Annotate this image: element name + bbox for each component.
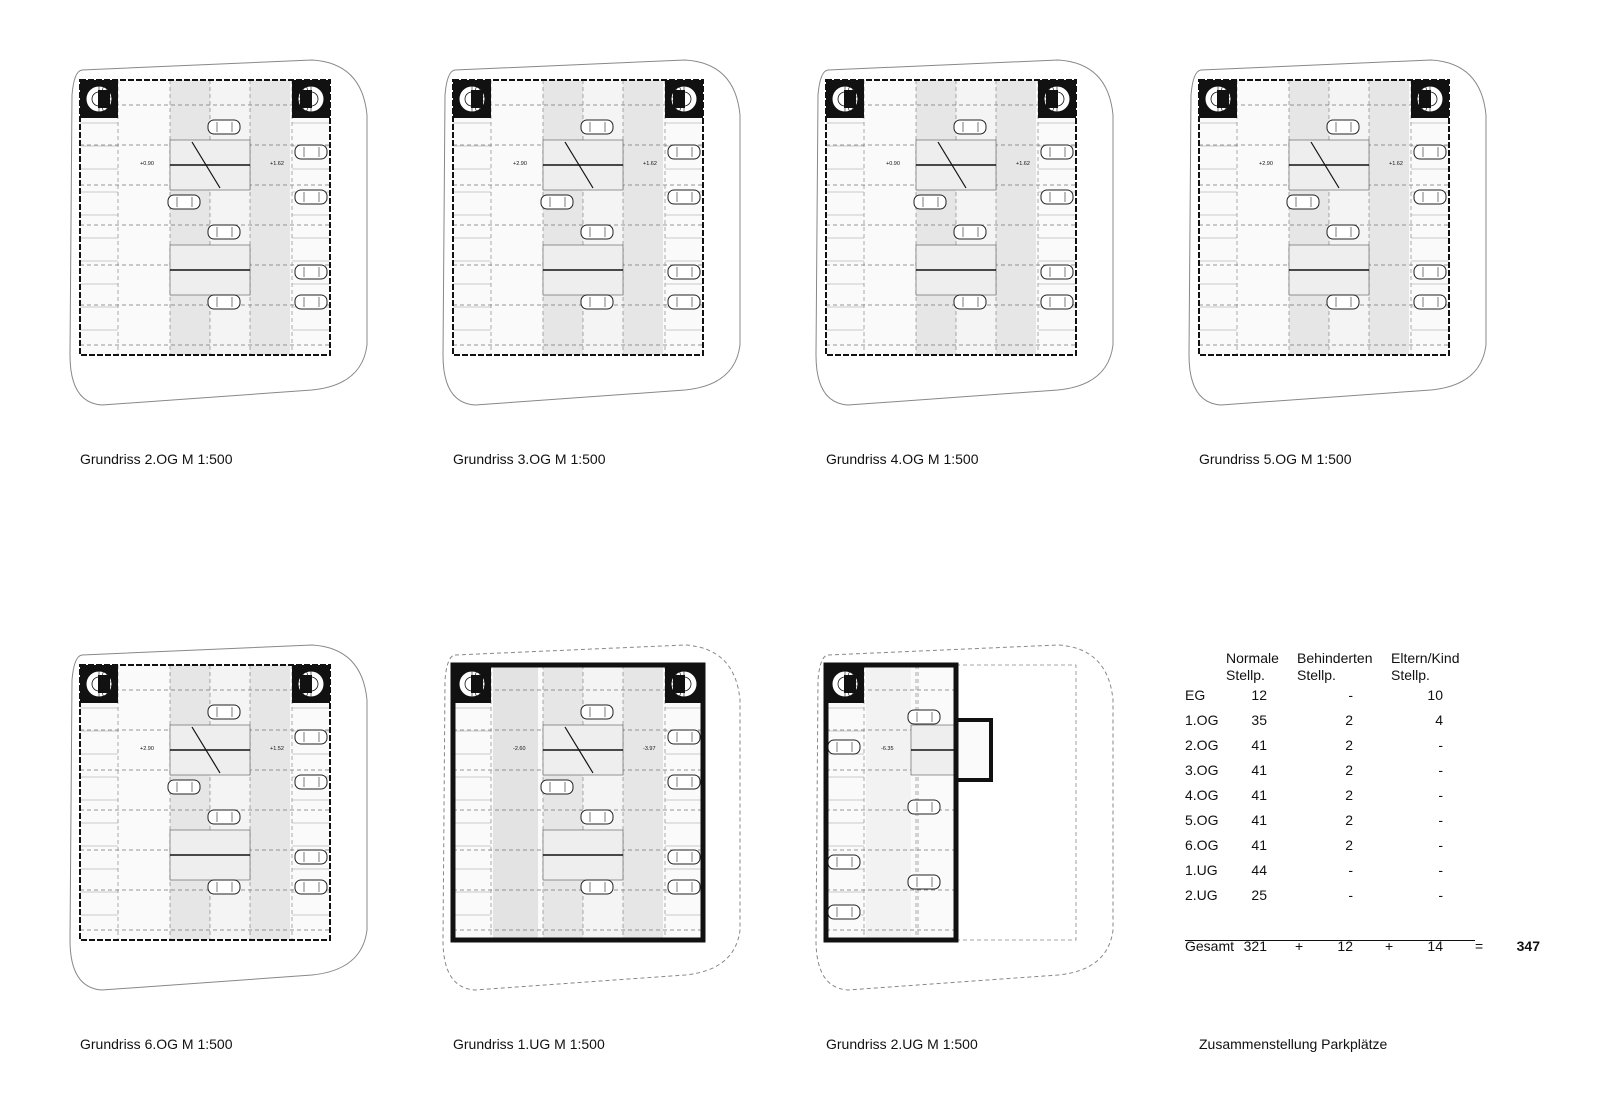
car-icon	[954, 225, 986, 239]
stair-landing	[673, 675, 685, 693]
cell-behinderten: 2	[1345, 787, 1353, 803]
car-icon	[1041, 295, 1073, 309]
level-annotation: -3.97	[643, 746, 656, 752]
car-icon	[1327, 120, 1359, 134]
plan-caption: Grundriss 3.OG M 1:500	[453, 451, 606, 467]
cell-behinderten: -	[1348, 887, 1353, 903]
cell-normal: 41	[1251, 812, 1267, 828]
car-icon	[295, 880, 327, 894]
plan-caption: Grundriss 6.OG M 1:500	[80, 1036, 233, 1052]
header-line: Stellp.	[1226, 667, 1265, 683]
stair-landing	[300, 675, 312, 693]
grand-total: 347	[1516, 938, 1540, 954]
car-icon	[668, 730, 700, 744]
car-icon	[581, 225, 613, 239]
level-annotation: +1.62	[270, 161, 284, 167]
total-label: Gesamt	[1185, 938, 1235, 954]
table-caption: Zusammenstellung Parkplätze	[1199, 1036, 1388, 1052]
header-behinderten	[1297, 650, 1373, 684]
aisle	[623, 665, 663, 940]
cell-normal: 41	[1251, 787, 1267, 803]
stair-landing	[98, 675, 110, 693]
aisle	[1369, 80, 1409, 355]
cell-eltern: -	[1438, 837, 1443, 853]
table-row	[1185, 687, 1485, 707]
stair-landing	[1217, 90, 1229, 108]
car-icon	[295, 190, 327, 204]
table-row	[1185, 737, 1485, 757]
stair-landing	[1419, 90, 1431, 108]
car-icon	[1287, 195, 1319, 209]
cell-eltern: -	[1438, 787, 1443, 803]
car-icon	[541, 780, 573, 794]
floor-plan-drawing	[435, 55, 745, 415]
aisle	[543, 80, 583, 355]
total-row	[1185, 938, 1585, 958]
floor-plan-3og	[435, 55, 745, 415]
car-icon	[1414, 295, 1446, 309]
row-label: 6.OG	[1185, 837, 1219, 853]
level-annotation: +1.62	[1016, 161, 1030, 167]
level-annotation: +2.90	[513, 161, 527, 167]
header-line: Eltern/Kind	[1391, 650, 1460, 666]
car-icon	[295, 775, 327, 789]
row-label: 5.OG	[1185, 812, 1219, 828]
header-line: Normale	[1226, 650, 1279, 666]
floor-plan-2ug	[808, 640, 1118, 1000]
floor-plan-drawing	[808, 640, 1118, 1000]
car-icon	[581, 120, 613, 134]
level-annotation: -6.35	[881, 746, 894, 752]
table-row	[1185, 712, 1485, 732]
car-icon	[208, 120, 240, 134]
car-icon	[954, 120, 986, 134]
car-icon	[208, 225, 240, 239]
row-label: EG	[1185, 687, 1206, 703]
stair-landing	[471, 675, 483, 693]
row-label: 1.UG	[1185, 862, 1218, 878]
car-icon	[668, 775, 700, 789]
cell-behinderten: 2	[1345, 837, 1353, 853]
plan-caption: Grundriss 5.OG M 1:500	[1199, 451, 1352, 467]
car-icon	[828, 855, 860, 869]
aisle	[623, 80, 663, 355]
car-icon	[1327, 295, 1359, 309]
plan-caption: Grundriss 2.UG M 1:500	[826, 1036, 978, 1052]
plus-sign: +	[1295, 938, 1304, 954]
car-icon	[668, 265, 700, 279]
car-icon	[295, 265, 327, 279]
floor-plan-4og	[808, 55, 1118, 415]
car-icon	[581, 295, 613, 309]
level-annotation: +1.62	[1389, 161, 1403, 167]
stair-landing	[471, 90, 483, 108]
car-icon	[668, 850, 700, 864]
cell-normal: 35	[1251, 712, 1267, 728]
stair-landing	[98, 90, 110, 108]
car-icon	[1327, 225, 1359, 239]
car-icon	[1414, 145, 1446, 159]
cell-eltern: -	[1438, 812, 1443, 828]
stair-landing	[300, 90, 312, 108]
car-icon	[1414, 190, 1446, 204]
header-normal	[1226, 650, 1279, 684]
car-icon	[668, 880, 700, 894]
equals-sign: =	[1475, 938, 1484, 954]
car-icon	[208, 810, 240, 824]
floor-plan-2og	[62, 55, 372, 415]
plan-caption: Grundriss 1.UG M 1:500	[453, 1036, 605, 1052]
stair-landing	[1046, 90, 1058, 108]
table-row	[1185, 862, 1485, 882]
total-eltern: 14	[1427, 938, 1443, 954]
floor-plan-drawing	[435, 640, 745, 1000]
cell-behinderten: -	[1348, 687, 1353, 703]
total-behinderten: 12	[1337, 938, 1353, 954]
car-icon	[581, 880, 613, 894]
table-row	[1185, 887, 1485, 907]
row-label: 1.OG	[1185, 712, 1219, 728]
cell-behinderten: 2	[1345, 762, 1353, 778]
car-icon	[1041, 265, 1073, 279]
level-annotation: +1.52	[270, 746, 284, 752]
aisle	[170, 665, 210, 940]
aisle	[916, 80, 956, 355]
cell-eltern: -	[1438, 762, 1443, 778]
car-icon	[668, 190, 700, 204]
car-icon	[295, 850, 327, 864]
row-label: 2.OG	[1185, 737, 1219, 753]
car-icon	[295, 145, 327, 159]
level-annotation: -2.60	[513, 746, 526, 752]
table-row	[1185, 787, 1485, 807]
cell-normal: 25	[1251, 887, 1267, 903]
car-icon	[668, 295, 700, 309]
cell-eltern: 4	[1435, 712, 1443, 728]
aisle	[493, 665, 538, 940]
car-icon	[295, 295, 327, 309]
aisle	[866, 665, 911, 940]
aisle	[1289, 80, 1329, 355]
aisle	[250, 665, 290, 940]
stair-landing	[673, 90, 685, 108]
level-annotation: +1.62	[643, 161, 657, 167]
table-row	[1185, 762, 1485, 782]
car-icon	[668, 145, 700, 159]
aisle	[170, 80, 210, 355]
car-icon	[208, 295, 240, 309]
car-icon	[208, 880, 240, 894]
ramp-bay	[956, 720, 991, 780]
car-icon	[908, 710, 940, 724]
car-icon	[828, 740, 860, 754]
floor-plan-6og	[62, 640, 372, 1000]
car-icon	[581, 810, 613, 824]
cell-normal: 41	[1251, 762, 1267, 778]
row-label: 3.OG	[1185, 762, 1219, 778]
plan-caption: Grundriss 2.OG M 1:500	[80, 451, 233, 467]
stair-landing	[844, 675, 856, 693]
car-icon	[908, 875, 940, 889]
level-annotation: +2.90	[140, 746, 154, 752]
parking-summary-table	[1185, 650, 1585, 980]
car-icon	[208, 705, 240, 719]
car-icon	[541, 195, 573, 209]
cell-normal: 41	[1251, 737, 1267, 753]
car-icon	[1041, 145, 1073, 159]
car-icon	[1414, 265, 1446, 279]
table-row	[1185, 812, 1485, 832]
level-annotation: +0.90	[886, 161, 900, 167]
car-icon	[908, 800, 940, 814]
plus-sign: +	[1385, 938, 1394, 954]
floor-plan-1ug	[435, 640, 745, 1000]
aisle	[250, 80, 290, 355]
total-normal: 321	[1243, 938, 1267, 954]
car-icon	[914, 195, 946, 209]
cell-normal: 44	[1251, 862, 1267, 878]
cell-eltern: 10	[1427, 687, 1443, 703]
level-annotation: +2.90	[1259, 161, 1273, 167]
cell-normal: 41	[1251, 837, 1267, 853]
row-label: 2.UG	[1185, 887, 1218, 903]
header-line: Behinderten	[1297, 650, 1373, 666]
cell-eltern: -	[1438, 862, 1443, 878]
car-icon	[168, 780, 200, 794]
car-icon	[954, 295, 986, 309]
car-icon	[168, 195, 200, 209]
cell-eltern: -	[1438, 737, 1443, 753]
cell-normal: 12	[1251, 687, 1267, 703]
cell-eltern: -	[1438, 887, 1443, 903]
aisle	[543, 665, 583, 940]
floor-plan-drawing	[62, 640, 372, 1000]
floor-plan-drawing	[808, 55, 1118, 415]
header-line: Stellp.	[1297, 667, 1336, 683]
car-icon	[581, 705, 613, 719]
cell-behinderten: 2	[1345, 737, 1353, 753]
header-eltern-kind	[1391, 650, 1459, 684]
cell-behinderten: 2	[1345, 812, 1353, 828]
stair-landing	[844, 90, 856, 108]
floor-plan-drawing	[62, 55, 372, 415]
table-row	[1185, 837, 1485, 857]
floor-plan-5og	[1181, 55, 1491, 415]
car-icon	[295, 730, 327, 744]
floor-plan-drawing	[1181, 55, 1491, 415]
cell-behinderten: -	[1348, 862, 1353, 878]
header-line: Stellp.	[1391, 667, 1430, 683]
level-annotation: +0.90	[140, 161, 154, 167]
future-extension	[956, 665, 1076, 940]
aisle	[996, 80, 1036, 355]
car-icon	[1041, 190, 1073, 204]
car-icon	[828, 905, 860, 919]
plan-caption: Grundriss 4.OG M 1:500	[826, 451, 979, 467]
row-label: 4.OG	[1185, 787, 1219, 803]
cell-behinderten: 2	[1345, 712, 1353, 728]
